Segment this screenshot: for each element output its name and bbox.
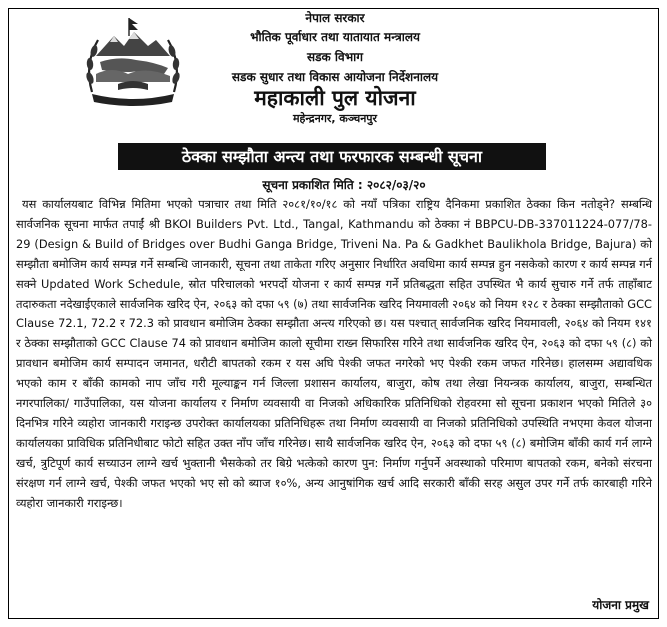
department-name: सडक विभाग <box>306 50 363 64</box>
letterhead <box>190 10 480 124</box>
office-location: महेन्द्रनगर, कञ्चनपुर <box>292 112 378 125</box>
nepal-government-emblem-icon <box>78 12 188 110</box>
notice-title: ठेक्का सम्झौता अन्त्य तथा फरफारक सम्बन्धी सूचना <box>118 143 546 170</box>
notice-body: यस कार्यालयबाट विभिन्न मितिमा भएको पत्राचार तथा मिति २०८१/१०/१८ को नयाँ पत्रिका राष्ट्रिय दैनिकमा प्रकाशित ठेक्का किन नतोड्ने? सम्बन्धि सार्वजनिक सूचना मार्फत तपाईं श्री BKOI Builders Pvt. Ltd., Tangal, Kathmandu को ठेक्का नं BBPCU-DB-337011224-077/78-29 (Design & Build of Bridges over Budhi Ganga Bridge, Triveni Na. Pa & Gadkhet Baulikhola Bridge, Bajura) को सम्झौता बमोजिम कार्य सम्पन्न गर्ने सम्बन्धि जानकारी, सूचना तथा ताकेता गरिए अनुसार निर्धारित अवधिमा कार्य सम्पन्न हुन नसकेको कारण र कार्य सम्पन्न गर्न सक्ने Updated Work Schedule, स्रोत परिचालको भरपर्दो योजना र कार्य सम्पन्न गर्ने प्रतिबद्धता सहित उपस्थित भै कार्य सुचारु गर्ने तर्फ ताहाँबाट तदारुकता नदेखाईएकाले सार्वजनिक खरिद ऐन, २०६३ को दफा ५९ (७) तथा सार्वजनिक खरिद नियमावली २०६४ को नियम १२८ र ठेक्का सम्झौताको GCC Clause 72.1, 72.2 र 72.3 को प्रावधान बमोजिम ठेक्का सम्झौता अन्त्य गरिएको छ। यस पश्चात् सार्वजनिक खरिद नियमावली, २०६४ को नियम १४१ र ठेक्का सम्झौताको GCC Clause 74 को प्रावधान बमोजिम कालो सूचीमा राख्न सिफारिस गरिने तथा सार्वजनिक खरिद ऐन, २०६३ को दफा ५९ (८) को प्रावधान बमोजिम कार्य सम्पादन जमानत, धरौटी बापतको रकम र यस अघि पेश्की जफत नगरेको भए पेश्की रकम जफत गरिनेछ। हालसम्म अद्यावधिक भएको काम र बाँकी कामको नाप जाँच गरी मूल्याङ्कन गर्न जिल्ला प्रशासन कार्यालय, बाजुरा, कोष तथा लेखा नियन्त्रक कार्यालय, बाजुरा, सम्बन्धित नगरपालिका/ गाउँपालिका, यस योजना कार्यालय र निर्माण व्यवसायी वा निजको अधिकारिक प्रतिनिधिको रोहवरमा सो सूचना प्रकाशन भएको मितिले ३० दिनभित्र गरिने व्यहोरा जानकारी गराइन्छ उपरोक्त कार्यालयका प्रतिनिधिहरू तथा निर्माण व्यवसायी वा निजको प्रतिनिधिको उपस्थिति नभएमा केवल योजना कार्यालयका प्राविधिक प्रतिनिधीबाट फोटो सहित उक्त नाँप जाँच गरिनेछ। साथै सार्वजनिक खरिद ऐन, २०६३ को दफा ५९ (८) बमोजिम बाँकी कार्य गर्न लाग्ने खर्च, त्रुटिपूर्ण कार्य सच्याउन लाग्ने खर्च भुक्तानी भैसकेको तर बिग्रे भत्केको कारण पुन: निर्माण गर्नुपर्ने अवस्थाको परिमाण बापतको रकम, बनेको संरचना संरक्षण गर्न लाग्ने खर्च, पेश्की जफत भएको भए सो को ब्याज १०%, अन्य आनुषांगिक खर्च आदि सरकारी बाँकी सरह असुल उपर गर्ने तर्फ कारबाही गरिने व्यहोरा जानकारी गराइन्छ। <box>16 197 652 510</box>
published-date: सूचना प्रकाशित मिति : २०८२/०३/२० <box>262 178 426 192</box>
ministry-name: भौतिक पूर्वाधार तथा यातायात मन्त्रालय <box>250 30 420 44</box>
project-name: महाकाली पुल योजना <box>254 86 416 110</box>
government-name: नेपाल सरकार <box>305 11 365 25</box>
directorate-name: सडक सुधार तथा विकास आयोजना निर्देशनालय <box>231 70 439 84</box>
signatory-title: योजना प्रमुख <box>592 598 649 612</box>
